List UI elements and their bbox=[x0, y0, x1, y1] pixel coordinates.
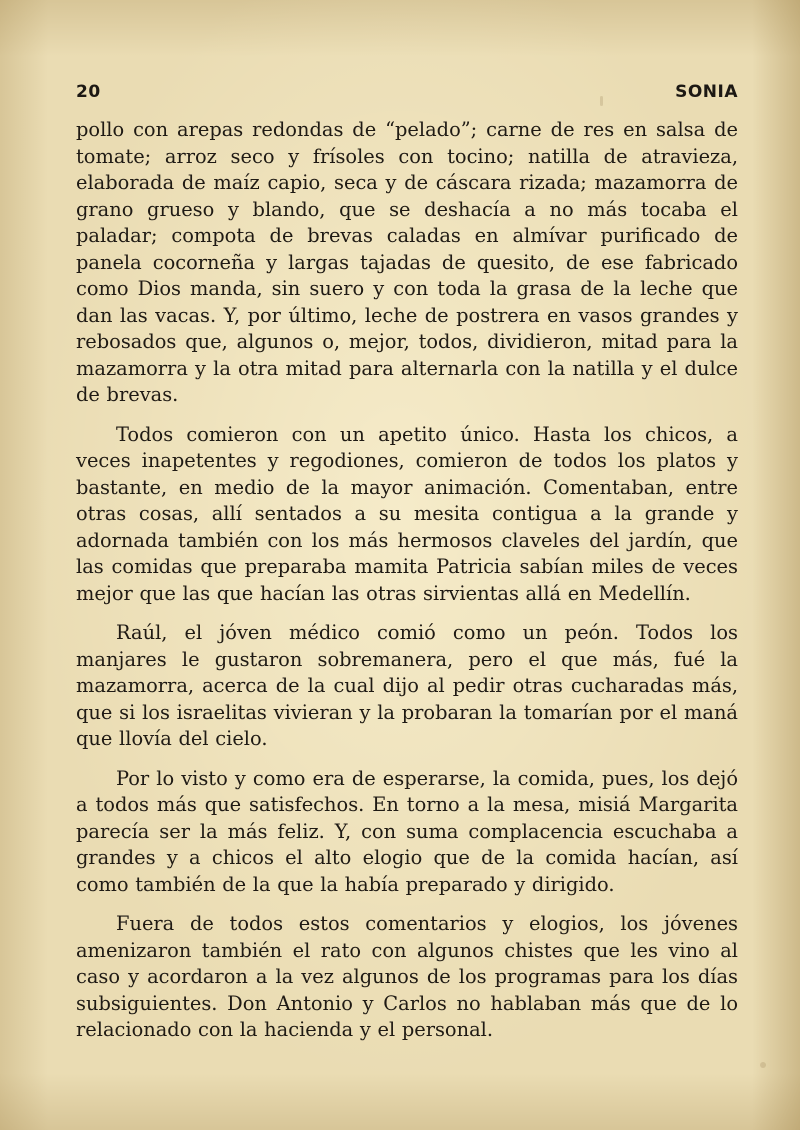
page-header bbox=[76, 82, 738, 104]
paragraph: Raúl, el jóven médico comió como un peón. Todos los manjares le gustaron sobremanera, pero el que más, fué la mazamorra, acerca de la cual dijo al pedir otras cucharadas más, que si los israelitas vivieran y la probaran la tomarían por el maná que llovía del cielo. bbox=[76, 621, 738, 750]
running-title: SONIA bbox=[675, 82, 738, 102]
paragraph: Fuera de todos estos comentarios y elogios, los jóvenes amenizaron también el rato con algunos chistes que les vino al caso y acordaron a la vez algunos de los programas para los días subsiguientes. Don Antonio y Carlos no hablaban más que de lo relacionado con la hacienda y el personal. bbox=[76, 912, 738, 1041]
paragraph: Todos comieron con un apetito único. Hasta los chicos, a veces inapetentes y regodiones, comieron de todos los platos y bastante, en medio de la mayor animación. Comentaban, entre otras cosas, allí sentados a su mesita contigua a la grande y adornada también con los más hermosos claveles del jardín, que las comidas que preparaba mamita Patricia sabían miles de veces mejor que las que hacían las otras sirvientas allá en Medellín. bbox=[76, 422, 738, 605]
paper-stain bbox=[760, 1062, 766, 1068]
paragraph: pollo con arepas redondas de “pelado”; carne de res en salsa de tomate; arroz seco y frísoles con tocino; natilla de atravieza, elaborada de maíz capio, seca y de cáscara rizada; mazamorra de grano grueso y blando, que se deshacía a no más tocaba el paladar; compota de brevas caladas en almívar purificado de panela cocorneña y largas tajadas de quesito, de ese fabricado como Dios manda, sin suero y con toda la grasa de la leche que dan las vacas. Y, por último, leche de postrera en vasos grandes y rebosados que, algunos o, mejor, todos, dividieron, mitad para la mazamorra y la otra mitad para alternarla con la natilla y el dulce de brevas. bbox=[76, 118, 738, 406]
page-number: 20 bbox=[76, 82, 101, 102]
paragraph: Por lo visto y como era de esperarse, la comida, pues, los dejó a todos más que satisfechos. En torno a la mesa, misiá Margarita parecía ser la más feliz. Y, con suma complacencia escuchaba a grandes y a chicos el alto elogio que de la comida hacían, así como también de la que la había preparado y dirigido. bbox=[76, 766, 738, 896]
body-text bbox=[76, 117, 738, 1044]
